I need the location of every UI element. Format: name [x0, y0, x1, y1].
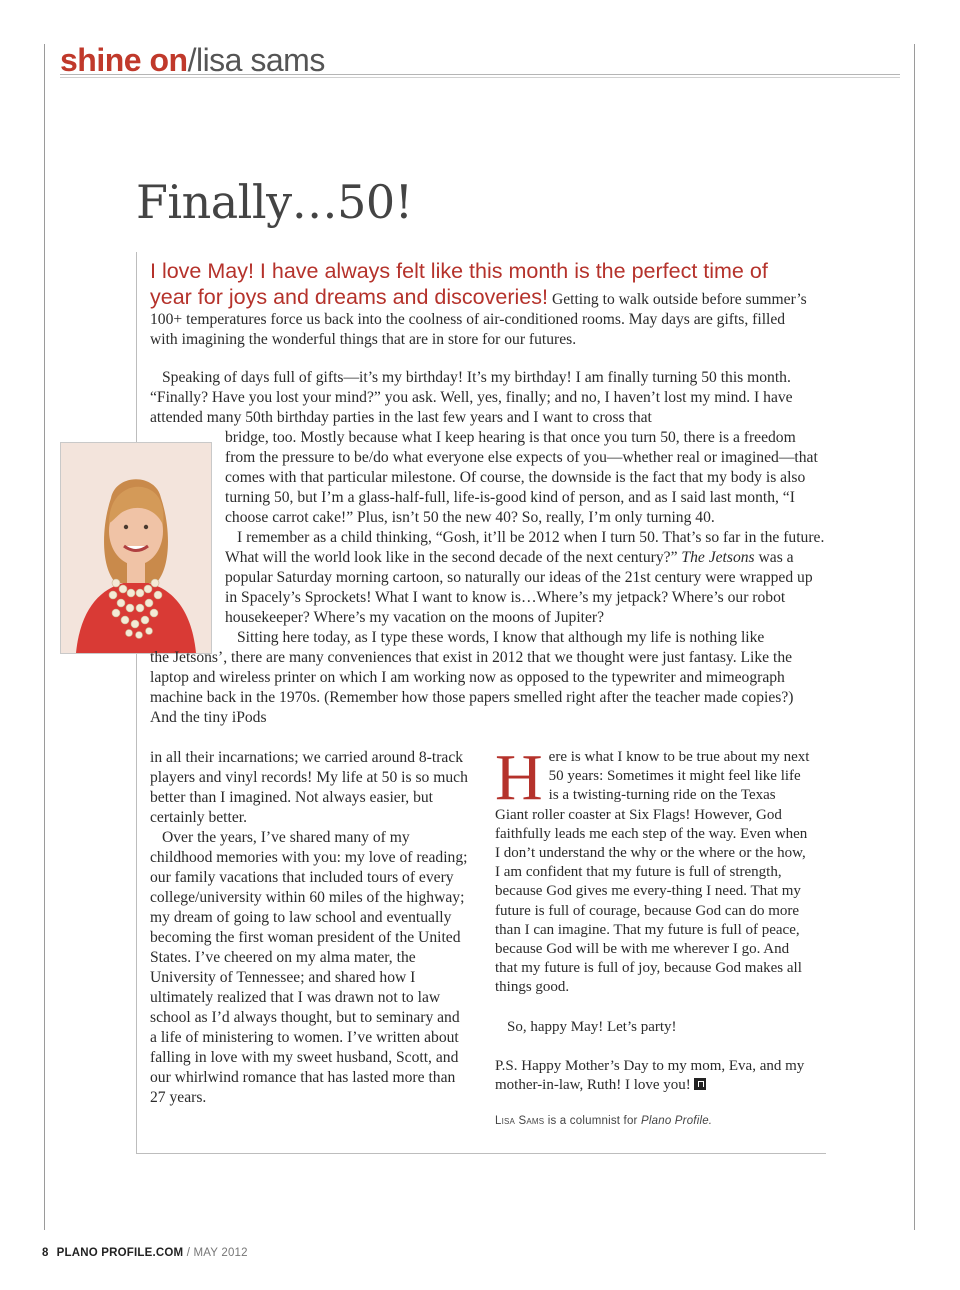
right-column: [495, 741, 810, 1095]
jetsons-show-title: The Jetsons: [681, 549, 755, 566]
header-author: lisa sams: [195, 42, 325, 78]
end-mark-icon: [694, 1078, 706, 1090]
left-column: [150, 748, 470, 1108]
issue-date: MAY 2012: [193, 1247, 248, 1259]
paragraph-birthday-text: Speaking of days full of gifts—it’s my birthday! It’s my birthday! I am finally turning 50 this month. “Finally? Have you lost your mind?” you ask. Well, yes, finally; and no, I haven’t lost my mind. I have attended many 50th birthday parties in the last few years and I want to cross that: [150, 369, 793, 426]
page-footer: [42, 1247, 248, 1259]
credit-text: is a columnist for: [547, 1115, 638, 1127]
article-title: Finally…50!: [136, 175, 413, 229]
paragraph-memories: Over the years, I’ve shared many of my childhood memories with you: my love of reading; our family vacations that included tours of every college/university within 60 miles of the highway; my dream of going to law school and eventually becoming the first woman president of the United States. I’ve cheered on my alma mater, the University of Tennessee; and shared how I ultimately realized that I was drawn not to law school as I’d always thought, but to seminary and a life of ministering to women. I’ve written about falling in love with my sweet husband, Scott, and our whirlwind romance that has lasted more than 27 years.: [150, 829, 468, 1106]
article-left-rule: [136, 252, 137, 1154]
ps-text: P.S. Happy Mother’s Day to my mom, Eva, and my mother-in-law, Ruth! I love you!: [495, 1057, 805, 1094]
paragraph-birthday: [150, 368, 810, 428]
drop-cap: H: [495, 741, 543, 814]
magazine-name: PLANO PROFILE.COM: [56, 1247, 184, 1259]
intro-highlight: I love May! I have always felt like this month is the perfect time of year for joys and dreams and discoveries!: [150, 259, 768, 309]
party-line: So, happy May! Let’s party!: [507, 1018, 677, 1035]
footer-separator: /: [183, 1247, 194, 1259]
header-separator: /: [187, 42, 196, 78]
paragraph-jetsons-rest: was a popular Saturday morning cartoon, so naturally our ideas of the 21st century were wrapped up in Spacely’s Sprockets! What I want to know is…Where’s my jetpack? Where’s our robot housekeeper? Where’s my vacation on the moons of Jupiter?: [225, 549, 813, 626]
article-bottom-rule: [136, 1153, 826, 1154]
right-border: [914, 44, 915, 1230]
ps-line: [495, 1057, 810, 1095]
paragraph-today-text: the Jetsons’, there are many conveniences that exist in 2012 that we thought were just fantasy. Like the laptop and wireless printer on which I am working now as opposed to the typewriter and mimeograph machine back in the 1970s. (Remember how those papers smelled right after the teacher made copies?) And the tiny iPods: [150, 649, 794, 726]
paragraph-today: [150, 648, 820, 728]
author-photo: [60, 442, 212, 654]
future-paragraph: ere is what I know to be true about my next 50 years: Sometimes it might feel like life is a twisting-turning ride on the Texas Giant roller coaster at Six Flags! However, God faithfully leads me each step of the way. Even when I don’t understand the why or the where or the how, I am confident that my future is full of strength, because God gives me every-thing I need. That my future is full of courage, because God can do more than I can imagine. That my future is full of peace, because God will be with me wherever I go. And that my future is full of joy, because God makes all things good.: [495, 749, 810, 996]
section-header: [60, 42, 325, 78]
lead-paragraph: [150, 258, 810, 350]
page-number: 8: [42, 1247, 49, 1259]
paragraph-today-start: Sitting here today, as I type these words, I know that although my life is nothing like: [237, 629, 765, 646]
credit-name: Lisa Sams: [495, 1115, 545, 1127]
paragraph-today-end: in all their incarnations; we carried around 8-track players and vinyl records! My life at 50 is so much better than I imagined. Not always easier, but certainly better.: [150, 749, 468, 826]
paragraph-beside-photo: [225, 428, 825, 648]
paragraph-birthday-continued: bridge, too. Mostly because what I keep hearing is that once you turn 50, there is a freedom from the pressure to be/do what everyone else expects of you—whether real or imagined—that comes with that particular milestone. Of course, the downside is the fact that my body is also turning 50, but I’m a glass-half-full, life-is-good kind of person, and as I said last month, “I choose carrot cake!” Plus, isn’t 50 the new 40? So, really, I’m only turning 40.: [225, 429, 818, 526]
intro-tail: Getting to walk outside before summer’s 100+ temperatures force us back into the coolness of air-conditioned rooms. May days are gifts, filled with imagining the wonderful things that are in store for our futures.: [150, 291, 807, 348]
left-border: [44, 44, 45, 1230]
section-name: shine on: [60, 42, 188, 78]
credit-publication: Plano Profile.: [641, 1115, 713, 1127]
paragraph-jetsons: [225, 528, 825, 628]
author-credit: [495, 1115, 712, 1127]
paragraph-jetsons-text: I remember as a child thinking, “Gosh, it’ll be 2012 when I turn 50. That’s so far in the future. What will the world look like in the second decade of the next century?”: [225, 529, 825, 566]
